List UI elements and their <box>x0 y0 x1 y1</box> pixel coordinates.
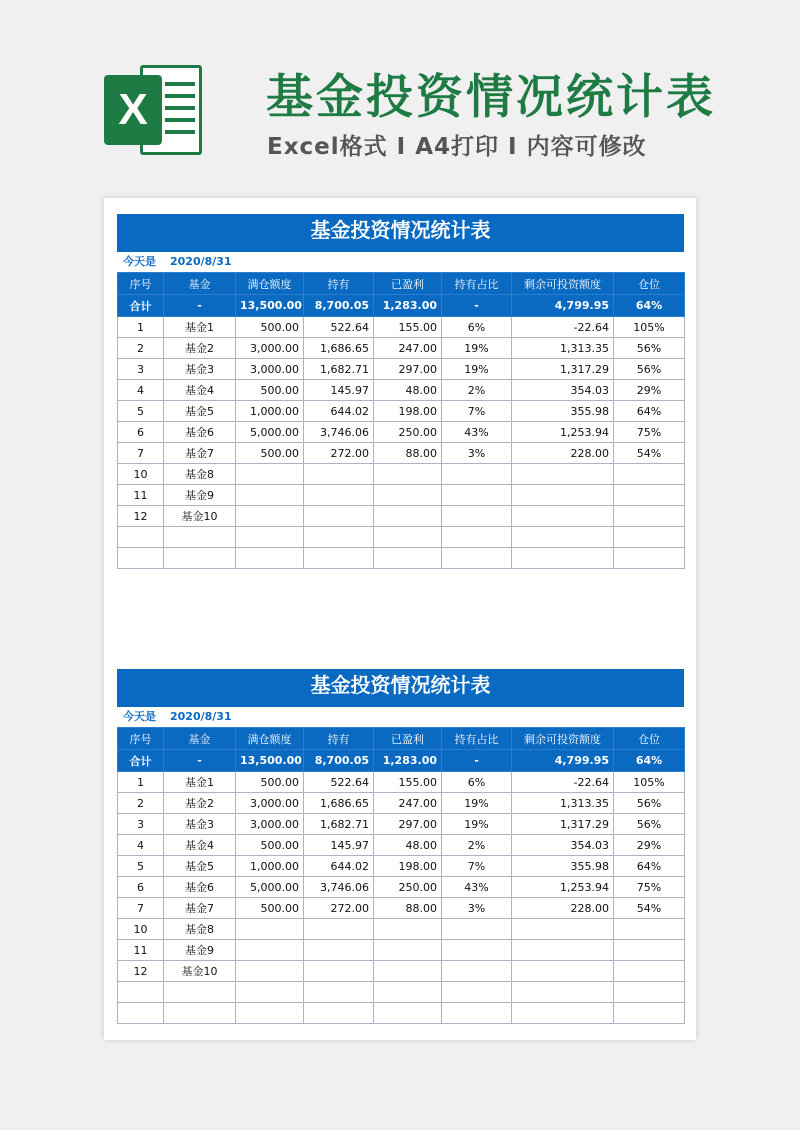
table-row <box>118 527 685 548</box>
total-cell[interactable]: - <box>442 750 512 772</box>
table-cell[interactable]: 105% <box>614 772 685 793</box>
table-cell[interactable]: 2 <box>118 338 164 359</box>
total-cell[interactable]: 64% <box>614 750 685 772</box>
table-cell[interactable]: 6 <box>118 877 164 898</box>
table-cell[interactable]: 1,313.35 <box>512 793 614 814</box>
table-cell[interactable] <box>512 961 614 982</box>
table-row <box>118 1003 685 1024</box>
table-cell[interactable] <box>442 506 512 527</box>
table-cell[interactable]: 500.00 <box>236 898 304 919</box>
table-cell[interactable] <box>304 982 374 1003</box>
table-cell[interactable]: 29% <box>614 835 685 856</box>
table-cell[interactable]: 基金8 <box>164 919 236 940</box>
table-cell[interactable]: 基金3 <box>164 814 236 835</box>
table-cell[interactable] <box>512 527 614 548</box>
table-cell[interactable]: 145.97 <box>304 380 374 401</box>
table-cell[interactable] <box>164 548 236 569</box>
table-cell[interactable]: 1,682.71 <box>304 359 374 380</box>
table-cell[interactable]: 1,686.65 <box>304 338 374 359</box>
table-cell[interactable]: 2 <box>118 793 164 814</box>
column-header: 满仓额度 <box>236 728 304 750</box>
table-cell[interactable]: 基金6 <box>164 422 236 443</box>
table-cell[interactable]: 基金7 <box>164 898 236 919</box>
table-cell[interactable] <box>236 1003 304 1024</box>
total-cell[interactable]: 8,700.05 <box>304 295 374 317</box>
table-row <box>118 317 685 338</box>
table-cell[interactable]: 4 <box>118 380 164 401</box>
table-cell[interactable]: 基金10 <box>164 506 236 527</box>
banner <box>0 0 800 200</box>
table-cell[interactable] <box>304 464 374 485</box>
table-cell[interactable]: 105% <box>614 317 685 338</box>
table-row <box>118 401 685 422</box>
table-cell[interactable] <box>512 506 614 527</box>
table-cell[interactable] <box>374 464 442 485</box>
table-cell[interactable] <box>118 527 164 548</box>
table-cell[interactable]: 56% <box>614 359 685 380</box>
table-cell[interactable]: 250.00 <box>374 422 442 443</box>
table-cell[interactable]: 基金2 <box>164 338 236 359</box>
total-cell[interactable]: 13,500.00 <box>236 295 304 317</box>
table-row <box>118 898 685 919</box>
table-cell[interactable] <box>442 919 512 940</box>
table-cell[interactable]: 基金9 <box>164 485 236 506</box>
table-cell[interactable]: 基金3 <box>164 359 236 380</box>
table-cell[interactable]: 500.00 <box>236 380 304 401</box>
table-cell[interactable]: 88.00 <box>374 443 442 464</box>
table-row <box>118 877 685 898</box>
table-cell[interactable] <box>512 464 614 485</box>
table-cell[interactable]: 3,000.00 <box>236 338 304 359</box>
table-cell[interactable]: 3,746.06 <box>304 422 374 443</box>
table-cell[interactable]: 64% <box>614 856 685 877</box>
table-cell[interactable] <box>236 919 304 940</box>
table-cell[interactable]: 1,686.65 <box>304 793 374 814</box>
column-header: 已盈利 <box>374 273 442 295</box>
column-header: 序号 <box>118 728 164 750</box>
table-cell[interactable] <box>304 919 374 940</box>
table-cell[interactable]: 基金8 <box>164 464 236 485</box>
table-cell[interactable]: 500.00 <box>236 772 304 793</box>
table-cell[interactable]: 297.00 <box>374 814 442 835</box>
table-cell[interactable]: 基金1 <box>164 317 236 338</box>
total-cell[interactable]: 4,799.95 <box>512 750 614 772</box>
table-cell[interactable]: 3,746.06 <box>304 877 374 898</box>
table-cell[interactable]: 2% <box>442 835 512 856</box>
table-cell[interactable]: 11 <box>118 940 164 961</box>
table-row <box>118 359 685 380</box>
table-cell[interactable]: 6% <box>442 772 512 793</box>
column-header: 已盈利 <box>374 728 442 750</box>
table-cell[interactable]: 522.64 <box>304 772 374 793</box>
table-cell[interactable]: 3,000.00 <box>236 359 304 380</box>
table-cell[interactable] <box>164 527 236 548</box>
table-cell[interactable] <box>374 548 442 569</box>
column-header: 仓位 <box>614 273 685 295</box>
header-row <box>118 273 685 295</box>
total-cell[interactable]: - <box>442 295 512 317</box>
table-cell[interactable] <box>304 527 374 548</box>
table-cell[interactable] <box>118 548 164 569</box>
table-cell[interactable]: 基金7 <box>164 443 236 464</box>
table-cell[interactable] <box>236 506 304 527</box>
fund-table <box>117 727 685 1024</box>
table-cell[interactable] <box>236 982 304 1003</box>
table-cell[interactable]: 48.00 <box>374 380 442 401</box>
table-cell[interactable] <box>512 1003 614 1024</box>
table-cell[interactable]: 1,317.29 <box>512 814 614 835</box>
table-cell[interactable]: 1,000.00 <box>236 856 304 877</box>
table-cell[interactable] <box>512 919 614 940</box>
total-cell[interactable]: 合计 <box>118 750 164 772</box>
date-label: 今天是 <box>123 710 156 723</box>
table-cell[interactable] <box>304 1003 374 1024</box>
excel-logo-icon <box>104 65 204 155</box>
table-cell[interactable]: 1 <box>118 317 164 338</box>
table-row <box>118 856 685 877</box>
table-row <box>118 772 685 793</box>
total-cell[interactable]: 4,799.95 <box>512 295 614 317</box>
table-cell[interactable]: 228.00 <box>512 898 614 919</box>
table-cell[interactable]: 5,000.00 <box>236 877 304 898</box>
table-cell[interactable]: 155.00 <box>374 772 442 793</box>
spreadsheet-table <box>117 669 684 1024</box>
table-cell[interactable]: 10 <box>118 464 164 485</box>
table-cell[interactable]: 基金4 <box>164 380 236 401</box>
table-cell[interactable] <box>442 982 512 1003</box>
total-row <box>118 750 685 772</box>
table-cell[interactable]: 3% <box>442 898 512 919</box>
table-cell[interactable]: 1,253.94 <box>512 422 614 443</box>
table-cell[interactable] <box>164 1003 236 1024</box>
table-cell[interactable] <box>374 506 442 527</box>
table-cell[interactable]: 644.02 <box>304 856 374 877</box>
table-row <box>118 919 685 940</box>
table-cell[interactable]: 644.02 <box>304 401 374 422</box>
table-cell[interactable]: 75% <box>614 422 685 443</box>
table-cell[interactable]: 5,000.00 <box>236 422 304 443</box>
total-cell[interactable]: - <box>164 295 236 317</box>
table-cell[interactable]: 43% <box>442 877 512 898</box>
table-cell[interactable]: 355.98 <box>512 856 614 877</box>
table-cell[interactable] <box>374 527 442 548</box>
column-header: 持有占比 <box>442 728 512 750</box>
column-header: 序号 <box>118 273 164 295</box>
table-cell[interactable]: 297.00 <box>374 359 442 380</box>
table-cell[interactable]: 43% <box>442 422 512 443</box>
table-cell[interactable]: 198.00 <box>374 401 442 422</box>
table-cell[interactable]: 500.00 <box>236 317 304 338</box>
date-value: 2020/8/31 <box>170 255 232 268</box>
table-cell[interactable] <box>614 527 685 548</box>
table-cell[interactable] <box>442 485 512 506</box>
table-cell[interactable]: 247.00 <box>374 338 442 359</box>
table-cell[interactable] <box>304 940 374 961</box>
table-cell[interactable] <box>442 464 512 485</box>
table-cell[interactable]: 64% <box>614 401 685 422</box>
table-cell[interactable] <box>304 506 374 527</box>
column-header: 满仓额度 <box>236 273 304 295</box>
total-row <box>118 295 685 317</box>
table-cell[interactable]: 7 <box>118 898 164 919</box>
total-cell[interactable]: 13,500.00 <box>236 750 304 772</box>
table-cell[interactable]: 基金9 <box>164 940 236 961</box>
table-cell[interactable] <box>236 940 304 961</box>
table-cell[interactable] <box>512 940 614 961</box>
table-cell[interactable]: 7 <box>118 443 164 464</box>
table-cell[interactable] <box>374 961 442 982</box>
table-cell[interactable] <box>236 527 304 548</box>
table-cell[interactable]: 基金2 <box>164 793 236 814</box>
table-cell[interactable]: 500.00 <box>236 835 304 856</box>
total-cell[interactable]: 8,700.05 <box>304 750 374 772</box>
total-cell[interactable]: - <box>164 750 236 772</box>
table-cell[interactable]: 500.00 <box>236 443 304 464</box>
table-cell[interactable]: 48.00 <box>374 835 442 856</box>
table-cell[interactable] <box>614 506 685 527</box>
table-cell[interactable]: 54% <box>614 443 685 464</box>
table-cell[interactable] <box>118 1003 164 1024</box>
table-cell[interactable] <box>614 919 685 940</box>
table-cell[interactable] <box>374 485 442 506</box>
date-label: 今天是 <box>123 255 156 268</box>
banner-subtitle: Excel格式 I A4打印 I 内容可修改 <box>267 134 647 160</box>
table-cell[interactable] <box>614 548 685 569</box>
table-cell[interactable]: 5 <box>118 401 164 422</box>
table-cell[interactable] <box>304 548 374 569</box>
table-cell[interactable]: 基金6 <box>164 877 236 898</box>
table-cell[interactable] <box>442 548 512 569</box>
table-cell[interactable]: 3,000.00 <box>236 793 304 814</box>
table-cell[interactable]: 基金5 <box>164 401 236 422</box>
table-row <box>118 338 685 359</box>
table-cell[interactable]: 7% <box>442 401 512 422</box>
table-cell[interactable]: 10 <box>118 919 164 940</box>
table-cell[interactable]: 基金5 <box>164 856 236 877</box>
date-value: 2020/8/31 <box>170 710 232 723</box>
table-cell[interactable]: 88.00 <box>374 898 442 919</box>
table-cell[interactable] <box>374 940 442 961</box>
table-cell[interactable]: 355.98 <box>512 401 614 422</box>
table-cell[interactable]: 12 <box>118 961 164 982</box>
table-cell[interactable]: 250.00 <box>374 877 442 898</box>
table-cell[interactable] <box>304 485 374 506</box>
table-cell[interactable]: 12 <box>118 506 164 527</box>
column-header: 剩余可投资额度 <box>512 728 614 750</box>
table-cell[interactable] <box>236 464 304 485</box>
table-row <box>118 506 685 527</box>
table-cell[interactable]: 1,317.29 <box>512 359 614 380</box>
table-cell[interactable]: 75% <box>614 877 685 898</box>
table-cell[interactable]: 1,000.00 <box>236 401 304 422</box>
table-cell[interactable]: 1 <box>118 772 164 793</box>
table-cell[interactable] <box>614 961 685 982</box>
table-cell[interactable]: 272.00 <box>304 443 374 464</box>
table-cell[interactable]: 4 <box>118 835 164 856</box>
table-cell[interactable] <box>512 485 614 506</box>
table-row <box>118 464 685 485</box>
column-header: 仓位 <box>614 728 685 750</box>
table-cell[interactable]: 272.00 <box>304 898 374 919</box>
table-cell[interactable]: -22.64 <box>512 772 614 793</box>
table-cell[interactable]: 1,253.94 <box>512 877 614 898</box>
table-row <box>118 961 685 982</box>
table-cell[interactable] <box>374 982 442 1003</box>
table-cell[interactable] <box>442 961 512 982</box>
table-cell[interactable]: -22.64 <box>512 317 614 338</box>
table-cell[interactable] <box>374 1003 442 1024</box>
table-cell[interactable] <box>614 982 685 1003</box>
header-row <box>118 728 685 750</box>
total-cell[interactable]: 1,283.00 <box>374 295 442 317</box>
spreadsheet-table <box>117 214 684 569</box>
table-row <box>118 548 685 569</box>
table-cell[interactable]: 5 <box>118 856 164 877</box>
total-cell[interactable]: 合计 <box>118 295 164 317</box>
table-cell[interactable] <box>442 1003 512 1024</box>
table-cell[interactable]: 基金4 <box>164 835 236 856</box>
table-cell[interactable]: 54% <box>614 898 685 919</box>
table-cell[interactable] <box>614 485 685 506</box>
table-cell[interactable]: 3% <box>442 443 512 464</box>
table-cell[interactable] <box>236 548 304 569</box>
date-row <box>117 252 684 272</box>
total-cell[interactable]: 64% <box>614 295 685 317</box>
table-cell[interactable]: 145.97 <box>304 835 374 856</box>
table-cell[interactable]: 3,000.00 <box>236 814 304 835</box>
table-cell[interactable]: 6 <box>118 422 164 443</box>
table-cell[interactable]: 354.03 <box>512 380 614 401</box>
table-cell[interactable] <box>236 485 304 506</box>
fund-table <box>117 272 685 569</box>
table-row <box>118 443 685 464</box>
table-row <box>118 793 685 814</box>
column-header: 基金 <box>164 728 236 750</box>
table-row <box>118 485 685 506</box>
table-cell[interactable] <box>512 548 614 569</box>
table-row <box>118 835 685 856</box>
table-row <box>118 422 685 443</box>
table-cell[interactable]: 7% <box>442 856 512 877</box>
table-cell[interactable] <box>236 961 304 982</box>
table-cell[interactable]: 1,682.71 <box>304 814 374 835</box>
table-cell[interactable]: 247.00 <box>374 793 442 814</box>
table-cell[interactable]: 6% <box>442 317 512 338</box>
table-cell[interactable]: 228.00 <box>512 443 614 464</box>
table-cell[interactable]: 3 <box>118 359 164 380</box>
table-cell[interactable] <box>614 1003 685 1024</box>
table-cell[interactable] <box>442 527 512 548</box>
table-row <box>118 814 685 835</box>
table-cell[interactable] <box>374 919 442 940</box>
column-header: 基金 <box>164 273 236 295</box>
table-cell[interactable] <box>614 464 685 485</box>
table-cell[interactable] <box>442 940 512 961</box>
table-cell[interactable]: 56% <box>614 793 685 814</box>
table-cell[interactable]: 29% <box>614 380 685 401</box>
table-cell[interactable] <box>164 982 236 1003</box>
table-cell[interactable]: 19% <box>442 359 512 380</box>
table-cell[interactable]: 2% <box>442 380 512 401</box>
sheet-title: 基金投资情况统计表 <box>117 669 684 707</box>
sheet-title: 基金投资情况统计表 <box>117 214 684 252</box>
table-row <box>118 982 685 1003</box>
table-cell[interactable] <box>614 940 685 961</box>
table-cell[interactable]: 基金1 <box>164 772 236 793</box>
logo-letter: X <box>118 85 148 134</box>
column-header: 持有 <box>304 273 374 295</box>
table-cell[interactable] <box>512 982 614 1003</box>
table-cell[interactable]: 19% <box>442 793 512 814</box>
table-cell[interactable] <box>118 982 164 1003</box>
table-cell[interactable]: 354.03 <box>512 835 614 856</box>
table-cell[interactable]: 1,313.35 <box>512 338 614 359</box>
table-cell[interactable]: 522.64 <box>304 317 374 338</box>
table-cell[interactable]: 19% <box>442 814 512 835</box>
table-cell[interactable]: 56% <box>614 814 685 835</box>
banner-title: 基金投资情况统计表 <box>266 70 716 125</box>
table-cell[interactable]: 基金10 <box>164 961 236 982</box>
column-header: 持有 <box>304 728 374 750</box>
table-cell[interactable]: 19% <box>442 338 512 359</box>
table-cell[interactable]: 3 <box>118 814 164 835</box>
column-header: 持有占比 <box>442 273 512 295</box>
total-cell[interactable]: 1,283.00 <box>374 750 442 772</box>
table-cell[interactable] <box>304 961 374 982</box>
column-header: 剩余可投资额度 <box>512 273 614 295</box>
date-row <box>117 707 684 727</box>
table-row <box>118 940 685 961</box>
table-cell[interactable]: 155.00 <box>374 317 442 338</box>
table-cell[interactable]: 198.00 <box>374 856 442 877</box>
table-row <box>118 380 685 401</box>
table-cell[interactable]: 11 <box>118 485 164 506</box>
table-cell[interactable]: 56% <box>614 338 685 359</box>
